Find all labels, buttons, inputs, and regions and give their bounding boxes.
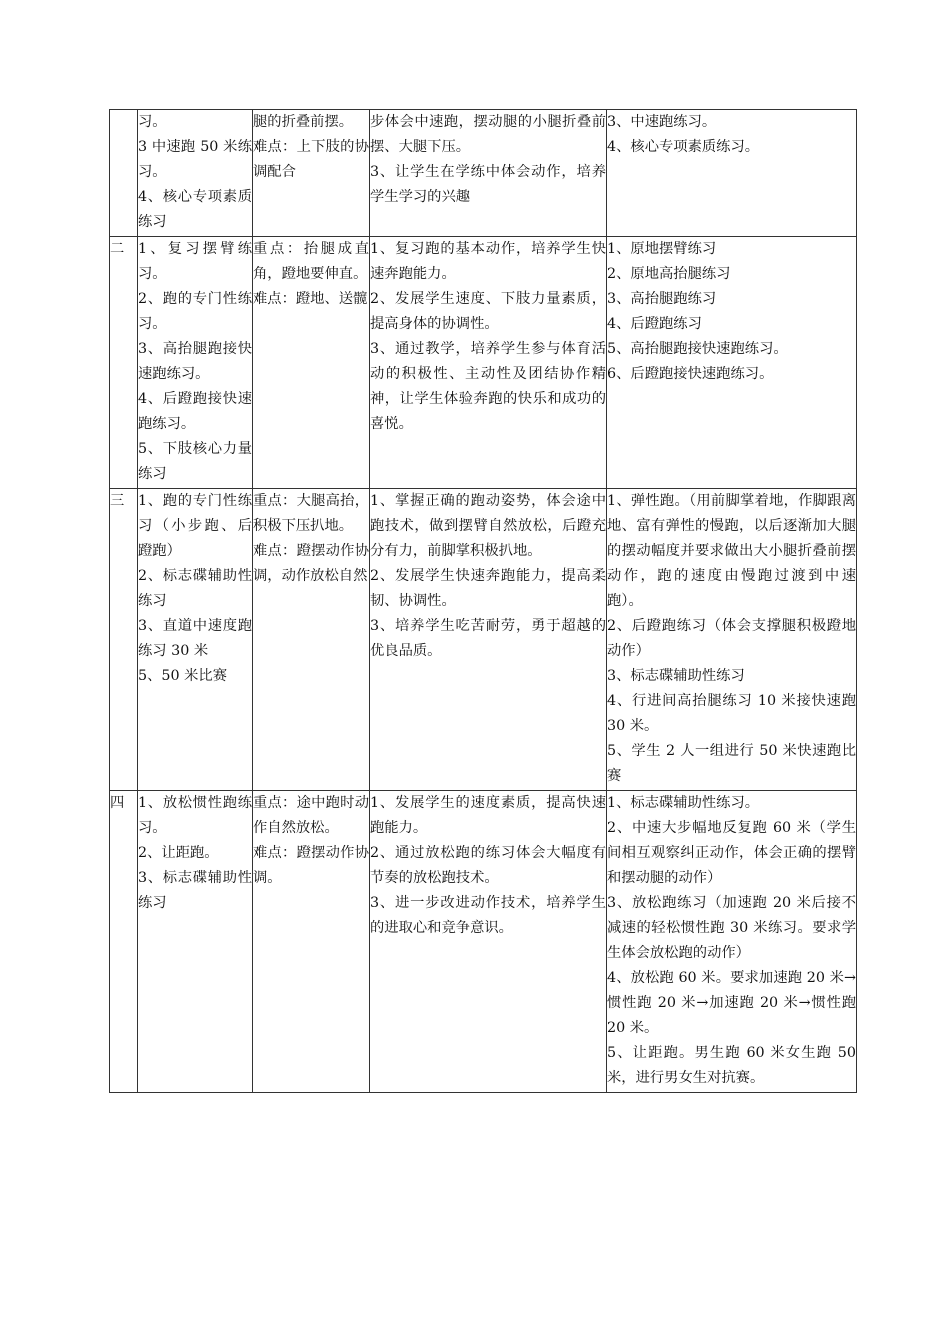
key-point-item: 腿的折叠前摆。 <box>253 114 354 130</box>
goal-item: 1、掌握正确的跑动姿势，体会途中跑技术，做到摆臂自然放松，后蹬充分有力，前脚掌积极扒地。 <box>370 493 606 559</box>
table-row <box>110 791 857 1093</box>
method-item: 5、学生 2 人一组进行 50 米快速跑比赛 <box>607 743 856 784</box>
method-item: 3、标志碟辅助性练习 <box>607 668 745 684</box>
key-points-cell <box>253 791 370 1093</box>
key-point-item: 难点：蹬摆动作协调。 <box>253 845 369 886</box>
table-row <box>110 237 857 489</box>
key-points-cell <box>253 237 370 489</box>
method-item: 1、标志碟辅助性练习。 <box>607 795 760 811</box>
lesson-number-cell <box>110 237 138 489</box>
content-item: 2、标志碟辅助性练习 <box>138 568 252 609</box>
content-item: 3 中速跑 50 米练习。 <box>138 139 252 180</box>
content-item: 3、直道中速度跑练习 30 米 <box>138 618 252 659</box>
key-point-item: 难点：上下肢的协调配合 <box>253 139 369 180</box>
method-item: 3、高抬腿跑练习 <box>607 291 717 307</box>
content-item: 5、50 米比赛 <box>138 668 228 684</box>
content-item: 4、后蹬跑接快速跑练习。 <box>138 391 252 432</box>
content-item: 3、标志碟辅助性练习 <box>138 870 252 911</box>
method-item: 4、后蹬跑练习 <box>607 316 702 332</box>
goal-item: 2、发展学生快速奔跑能力，提高柔韧、协调性。 <box>370 568 606 609</box>
method-item: 3、放松跑练习（加速跑 20 米后接不减速的轻松惯性跑 30 米练习。要求学生体会放松跑的动作） <box>607 895 856 961</box>
lesson-plan-body <box>110 110 857 1093</box>
methods-cell <box>607 791 857 1093</box>
goal-item: 步体会中速跑，摆动腿的小腿折叠前摆、大腿下压。 <box>370 114 606 155</box>
goal-item: 3、通过教学，培养学生参与体育活动的积极性、主动性及团结协作精神，让学生体验奔跑的快乐和成功的喜悦。 <box>370 341 606 432</box>
key-point-item: 重点：途中跑时动作自然放松。 <box>253 795 369 836</box>
goals-cell <box>370 237 607 489</box>
method-item: 1、弹性跑。（用前脚掌着地，作脚跟离地、富有弹性的慢跑，以后逐渐加大腿的摆动幅度并要求做出大小腿折叠前摆动作，跑的速度由慢跑过渡到中速跑）。 <box>607 493 856 609</box>
method-item: 5、让距跑。男生跑 60 米女生跑 50 米，进行男女生对抗赛。 <box>607 1045 856 1086</box>
content-item: 1、放松惯性跑练习。 <box>138 795 252 836</box>
content-item: 5、下肢核心力量练习 <box>138 441 252 482</box>
lesson-number-cell <box>110 791 138 1093</box>
lesson-number: 二 <box>110 241 125 257</box>
methods-cell <box>607 110 857 237</box>
method-item: 2、后蹬跑练习（体会支撑腿积极蹬地动作） <box>607 618 856 659</box>
key-point-item: 难点：蹬地、送髋 <box>253 291 368 307</box>
lesson-number-cell <box>110 110 138 237</box>
method-item: 3、中速跑练习。 <box>607 114 717 130</box>
content-cell <box>138 489 253 791</box>
key-point-item: 难点：蹬摆动作协调，动作放松自然 <box>253 543 369 584</box>
key-points-cell <box>253 110 370 237</box>
content-cell <box>138 791 253 1093</box>
method-item: 2、中速大步幅地反复跑 60 米（学生间相互观察纠正动作，体会正确的摆臂和摆动腿的动作） <box>607 820 856 886</box>
goal-item: 2、发展学生速度、下肢力量素质，提高身体的协调性。 <box>370 291 606 332</box>
content-item: 3、高抬腿跑接快速跑练习。 <box>138 341 252 382</box>
goals-cell <box>370 791 607 1093</box>
lesson-number-cell <box>110 489 138 791</box>
method-item: 1、原地摆臂练习 <box>607 241 717 257</box>
lesson-number: 四 <box>110 795 125 811</box>
method-item: 4、放松跑 60 米。要求加速跑 20 米→惯性跑 20 米→加速跑 20 米→惯性跑 20 米。 <box>607 970 856 1036</box>
method-item: 6、后蹬跑接快速跑练习。 <box>607 366 774 382</box>
content-item: 2、让距跑。 <box>138 845 219 861</box>
content-item: 4、核心专项素质练习 <box>138 189 252 230</box>
content-item: 1、复习摆臂练习。 <box>138 241 252 282</box>
method-item: 2、原地高抬腿练习 <box>607 266 731 282</box>
methods-cell <box>607 489 857 791</box>
lesson-plan-table <box>109 109 857 1093</box>
content-cell <box>138 110 253 237</box>
goal-item: 2、通过放松跑的练习体会大幅度有节奏的放松跑技术。 <box>370 845 606 886</box>
method-item: 4、核心专项素质练习。 <box>607 139 760 155</box>
goals-cell <box>370 110 607 237</box>
table-row <box>110 489 857 791</box>
key-point-item: 重点：抬腿成直角，蹬地要伸直。 <box>253 241 369 282</box>
method-item: 4、行进间高抬腿练习 10 米接快速跑 30 米。 <box>607 693 856 734</box>
content-item: 习。 <box>138 114 167 130</box>
content-item: 2、跑的专门性练习。 <box>138 291 252 332</box>
table-row <box>110 110 857 237</box>
goal-item: 3、培养学生吃苦耐劳，勇于超越的优良品质。 <box>370 618 606 659</box>
key-points-cell <box>253 489 370 791</box>
content-cell <box>138 237 253 489</box>
lesson-number: 三 <box>110 493 125 509</box>
goal-item: 3、让学生在学练中体会动作，培养学生学习的兴趣 <box>370 164 606 205</box>
key-point-item: 重点：大腿高抬，积极下压扒地。 <box>253 493 369 534</box>
goals-cell <box>370 489 607 791</box>
content-item: 1、跑的专门性练习（小步跑、后蹬跑） <box>138 493 252 559</box>
method-item: 5、高抬腿跑接快速跑练习。 <box>607 341 788 357</box>
goal-item: 1、发展学生的速度素质，提高快速跑能力。 <box>370 795 606 836</box>
goal-item: 1、复习跑的基本动作，培养学生快速奔跑能力。 <box>370 241 606 282</box>
methods-cell <box>607 237 857 489</box>
goal-item: 3、进一步改进动作技术，培养学生的进取心和竞争意识。 <box>370 895 606 936</box>
